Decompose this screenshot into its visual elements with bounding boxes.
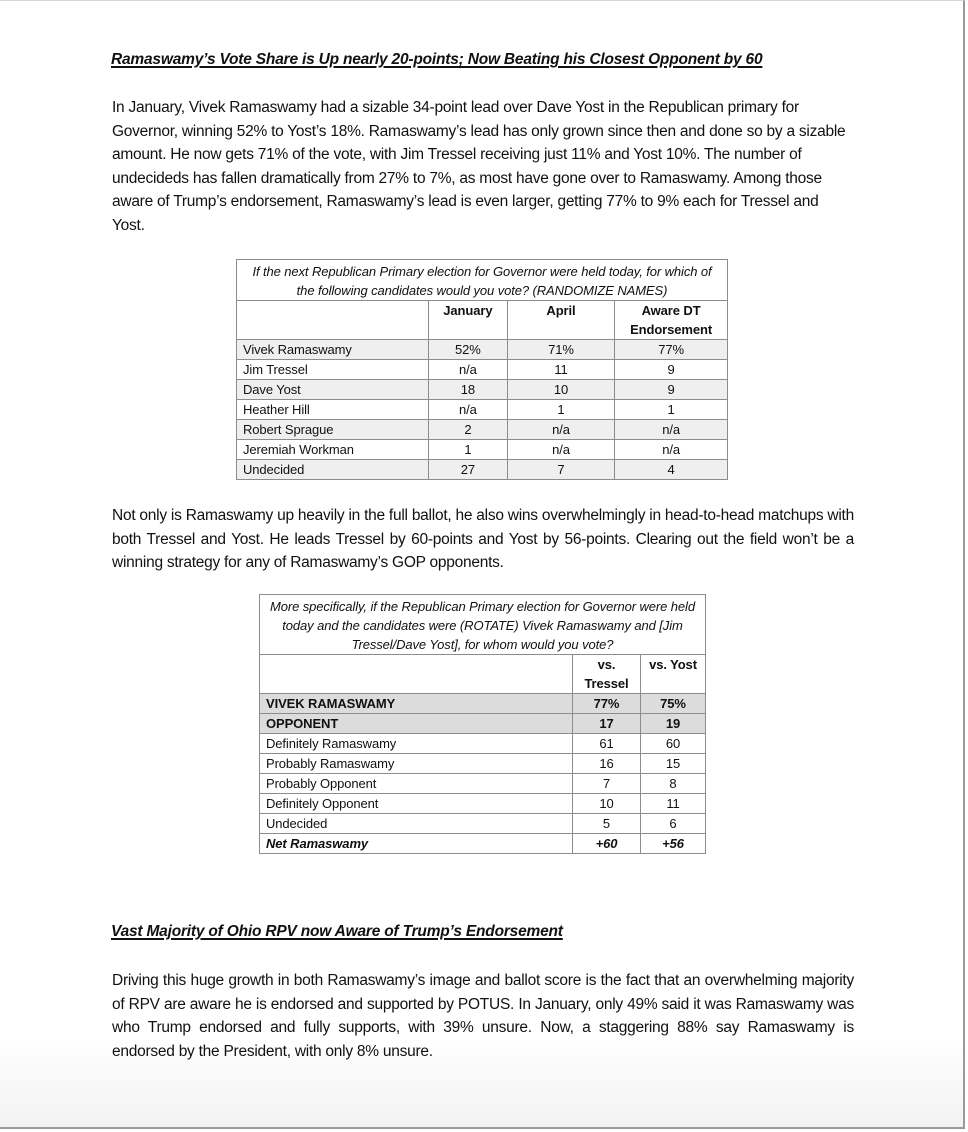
table-row (237, 340, 728, 360)
head-to-head-table (259, 594, 706, 854)
row-label: Probably Opponent (260, 774, 573, 794)
cell-value: 75% (641, 694, 706, 714)
primary-ballot-table (236, 259, 728, 480)
cell-value: 10 (573, 794, 641, 814)
row-label: Net Ramaswamy (260, 834, 573, 854)
table-row (260, 754, 706, 774)
row-label: Jeremiah Workman (237, 440, 429, 460)
cell-value: +60 (573, 834, 641, 854)
table-row (237, 460, 728, 480)
row-label: Definitely Opponent (260, 794, 573, 814)
cell-value: n/a (428, 400, 507, 420)
cell-value: 8 (641, 774, 706, 794)
row-label: Undecided (237, 460, 429, 480)
cell-value: +56 (641, 834, 706, 854)
cell-value: 52% (428, 340, 507, 360)
cell-value: 4 (615, 460, 728, 480)
cell-value: n/a (428, 360, 507, 380)
table-row (237, 360, 728, 380)
cell-value: 9 (615, 380, 728, 400)
cell-value: 19 (641, 714, 706, 734)
table-row (260, 714, 706, 734)
cell-value: 71% (507, 340, 614, 360)
cell-value: 5 (573, 814, 641, 834)
cell-value: n/a (615, 440, 728, 460)
col-header-vs-tressel: vs. Tressel (573, 655, 641, 694)
paragraph-endorsement-awareness: Driving this huge growth in both Ramaswamy’s image and ballot score is the fact that an overwhelming majority of RPV are aware he is endorsed and supported by POTUS. In January, only 49% said it was Ramaswamy was who Trump endorsed and fully supports, with 39% unsure. Now, a staggering 88% say Ramaswamy is endorsed by the President, with only 8% unsure. (112, 972, 854, 1060)
row-label: Dave Yost (237, 380, 429, 400)
cell-value: 11 (507, 360, 614, 380)
cell-value: 27 (428, 460, 507, 480)
row-label: Undecided (260, 814, 573, 834)
cell-value: 18 (428, 380, 507, 400)
table-question: If the next Republican Primary election for Governor were held today, for which of the following candidates would you vote? (RANDOMIZE NAMES) (237, 260, 728, 301)
table-row (260, 734, 706, 754)
table-row (260, 834, 706, 854)
cell-value: 11 (641, 794, 706, 814)
cell-value: n/a (507, 440, 614, 460)
table-row (260, 774, 706, 794)
section-heading-vote-share: Ramaswamy’s Vote Share is Up nearly 20-points; Now Beating his Closest Opponent by 60 (111, 51, 763, 68)
cell-value: 7 (573, 774, 641, 794)
row-label: Vivek Ramaswamy (237, 340, 429, 360)
section-heading-endorsement-awareness: Vast Majority of Ohio RPV now Aware of Trump’s Endorsement (111, 923, 563, 940)
row-label: Jim Tressel (237, 360, 429, 380)
cell-value: 10 (507, 380, 614, 400)
col-header-january: January (428, 301, 507, 340)
table-row (237, 420, 728, 440)
cell-value: 9 (615, 360, 728, 380)
cell-value: 7 (507, 460, 614, 480)
cell-value: 77% (573, 694, 641, 714)
cell-value: 6 (641, 814, 706, 834)
cell-value: n/a (615, 420, 728, 440)
table-row (237, 440, 728, 460)
paragraph-vote-share: In January, Vivek Ramaswamy had a sizable 34-point lead over Dave Yost in the Republican primary for Governor, winning 52% to Yost’s 18%. Ramaswamy’s lead has only grown since then and done so by a sizable amount. He now gets 71% of the vote, with Jim Tressel receiving just 11% and Yost 10%. The number of undecideds has fallen dramatically from 27% to 7%, as most have gone over to Ramaswamy. Among those aware of Trump’s endorsement, Ramaswamy’s lead is even larger, getting 77% to 9% each for Tressel and Yost. (112, 99, 846, 234)
row-label: OPPONENT (260, 714, 573, 734)
cell-value: 77% (615, 340, 728, 360)
col-header-vs-yost: vs. Yost (641, 655, 706, 694)
cell-value: 60 (641, 734, 706, 754)
table-row (260, 694, 706, 714)
table-row (237, 380, 728, 400)
table-question: More specifically, if the Republican Primary election for Governor were held today and the candidates were (ROTATE) Vivek Ramaswamy and [Jim Tressel/Dave Yost], for whom would you vote? (260, 595, 706, 655)
cell-value: 2 (428, 420, 507, 440)
row-label: Definitely Ramaswamy (260, 734, 573, 754)
row-label: Robert Sprague (237, 420, 429, 440)
cell-value: 61 (573, 734, 641, 754)
paragraph-head-to-head: Not only is Ramaswamy up heavily in the full ballot, he also wins overwhelmingly in head-to-head matchups with both Tressel and Yost. He leads Tressel by 60-points and Yost by 56-points. Clearing out the field won’t be a winning strategy for any of Ramaswamy’s GOP opponents. (112, 507, 854, 571)
cell-value: 17 (573, 714, 641, 734)
cell-value: 1 (507, 400, 614, 420)
table-header-blank (260, 655, 573, 694)
row-label: Heather Hill (237, 400, 429, 420)
row-label: VIVEK RAMASWAMY (260, 694, 573, 714)
cell-value: 16 (573, 754, 641, 774)
table-row (260, 814, 706, 834)
cell-value: 1 (428, 440, 507, 460)
cell-value: n/a (507, 420, 614, 440)
col-header-april: April (507, 301, 614, 340)
table-row (237, 400, 728, 420)
col-header-aware-dt: Aware DT Endorsement (615, 301, 728, 340)
row-label: Probably Ramaswamy (260, 754, 573, 774)
table-row (260, 794, 706, 814)
cell-value: 1 (615, 400, 728, 420)
cell-value: 15 (641, 754, 706, 774)
table-header-blank (237, 301, 429, 340)
